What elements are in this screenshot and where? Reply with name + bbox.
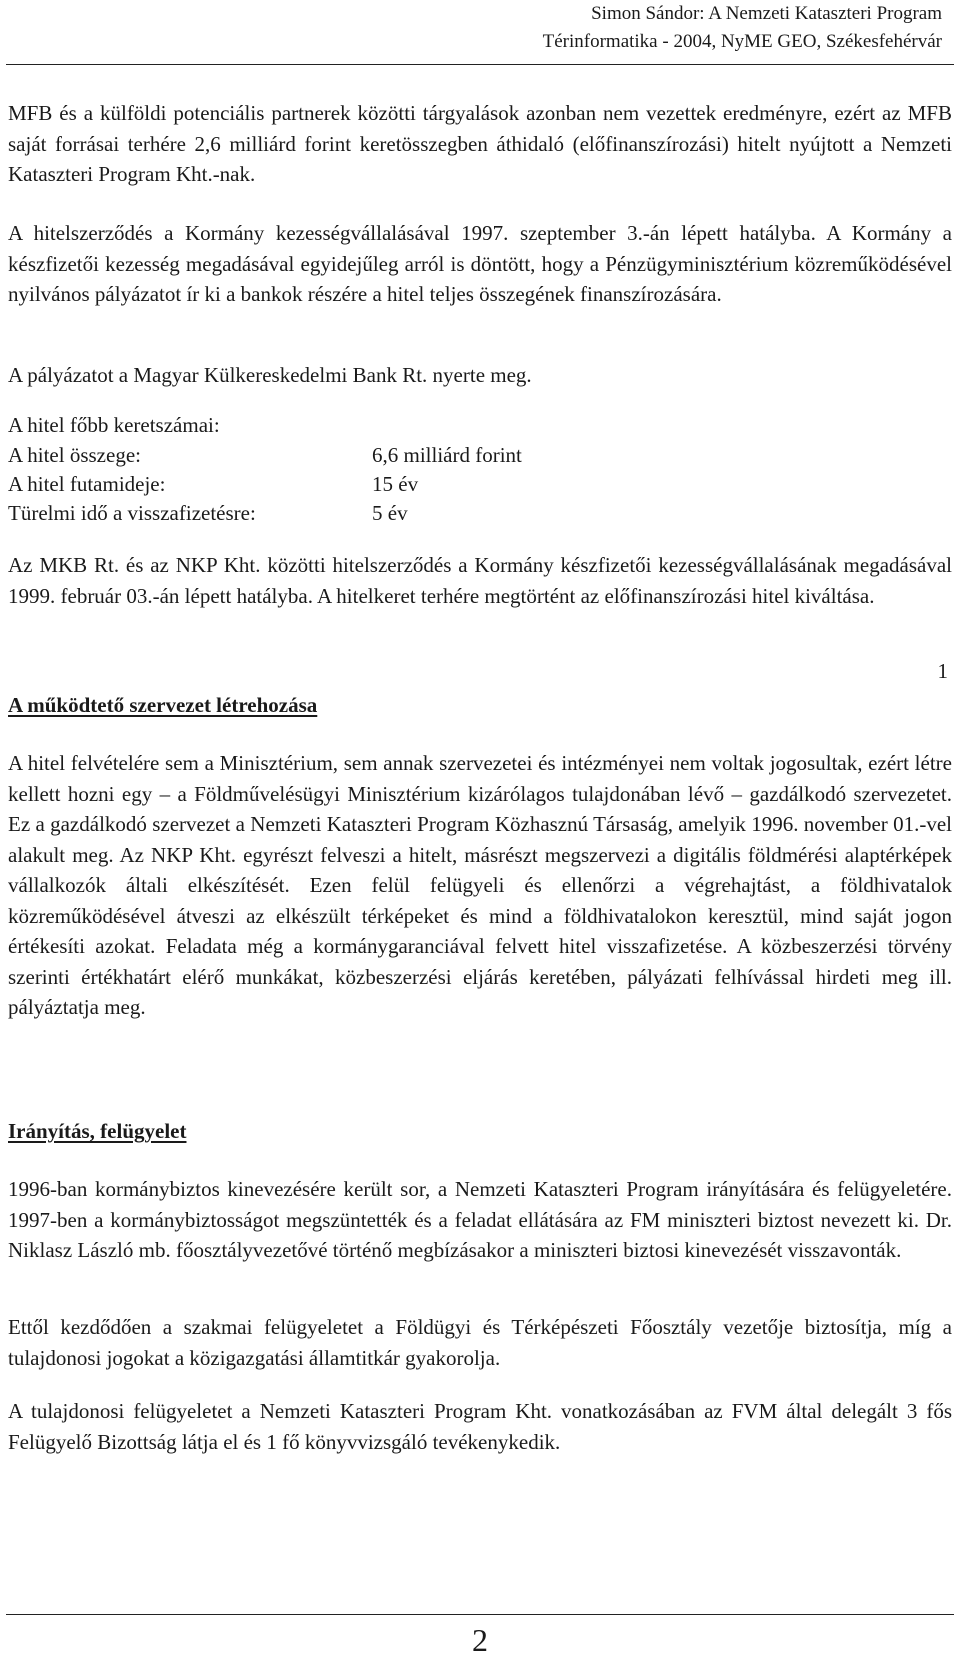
credit-term-value: 15 év (372, 472, 419, 496)
footer-divider (6, 1614, 954, 1615)
heading-governance: Irányítás, felügyelet (8, 1119, 187, 1143)
paragraph-mkb-agreement: Az MKB Rt. és az NKP Kht. közötti hitelszerződés a Kormány készfizetői kezességvállalásának megadásával 1999. február 03.-án lépett hatályba. A hitelkeret terhére megtörtént az előfinanszírozási hitel kiváltása. (8, 553, 952, 608)
paragraph-operating-organization: A hitel felvételére sem a Minisztérium, sem annak szervezetei és intézményei nem voltak jogosultak, ezért létre kellett hozni egy – a Földművelésügyi Minisztérium kizárólagos tulajdonában lévő – gazdálkodó szervezetet. Ez a gazdálkodó szervezet a Nemzeti Kataszteri Program Közhasznú Társaság, amelyik 1996. november 01.-vel alakult meg. Az NKP Kht. egyrészt felveszi a hitelt, másrészt megszervezi a digitális földmérési alaptérképek vállalkozók általi elkészítését. Ezen felül felügyeli és ellenőrzi a végrehajtást, a földhivatalok közreműködésével átveszi az elkészült térképeket és mind a földhivatalokon keresztül, mind saját jogon értékesíti azokat. Feladata még a kormánygaranciával felvett hitel visszafizetése. A közbeszerzési törvény szerinti értékhatárt elérő munkákat, közbeszerzési eljárás keretében, pályázati felhívással hirdeti meg ill. pályáztatja meg. (8, 751, 952, 1019)
paragraph-loan-agreement: A hitelszerződés a Kormány kezességvállalásával 1997. szeptember 3.-án lépett hatályba. A Kormány a készfizetői kezesség megadásával egyidejűleg arról is döntött, hogy a Pénzügyminisztérium közreműködésével nyilvános pályázatot ír ki a bankok részére a hitel teljes összegének finanszírozására. (8, 221, 952, 306)
footnote-marker: 1 (937, 659, 948, 683)
running-header (543, 0, 942, 56)
credit-amount-label: A hitel összege: (8, 443, 141, 467)
paragraph-commissioner: 1996-ban kormánybiztos kinevezésére került sor, a Nemzeti Kataszteri Program irányítására és felügyeletére. 1997-ben a kormánybiztosságot megszüntették és a feladat ellátására az FM miniszteri biztost nevezett ki. Dr. Niklasz László mb. főosztályvezetővé történő megbízásakor a miniszteri biztosi kinevezését visszavonták. (8, 1177, 952, 1262)
credit-term-label: A hitel futamideje: (8, 472, 166, 496)
paragraph-supervisory-board: A tulajdonosi felügyeletet a Nemzeti Kataszteri Program Kht. vonatkozásában az FVM által delegált 3 fős Felügyelő Bizottság látja el és 1 fő könyvvizsgáló tevékenykedik. (8, 1399, 952, 1454)
header-author-title: Simon Sándor: A Nemzeti Kataszteri Program (591, 3, 942, 24)
paragraph-supervision: Ettől kezdődően a szakmai felügyeletet a Földügyi és Térképészeti Főosztály vezetője biztosítja, míg a tulajdonosi jogokat a közigazgatási államtitkár gyakorolja. (8, 1315, 952, 1370)
grace-period-label: Türelmi idő a visszafizetésre: (8, 501, 256, 525)
heading-operating-organization: A működtető szervezet létrehozása (8, 693, 318, 717)
header-divider (6, 64, 954, 65)
grace-period-value: 5 év (372, 501, 408, 525)
paragraph-tender-winner: A pályázatot a Magyar Külkereskedelmi Bank Rt. nyerte meg. (8, 363, 532, 387)
paragraph-mfb-negotiations: MFB és a külföldi potenciális partnerek közötti tárgyalások azonban nem vezettek eredményre, ezért az MFB saját forrásai terhére 2,6 milliárd forint keretösszegben áthidaló (előfinanszírozási) hitelt nyújtott a Nemzeti Kataszteri Program Kht.-nak. (8, 101, 952, 186)
credit-amount-value: 6,6 milliárd forint (372, 443, 522, 467)
header-conference: Térinformatika - 2004, NyME GEO, Székesfehérvár (542, 31, 942, 52)
page-number: 2 (472, 1622, 488, 1658)
credit-terms-title: A hitel főbb keretszámai: (8, 413, 220, 437)
